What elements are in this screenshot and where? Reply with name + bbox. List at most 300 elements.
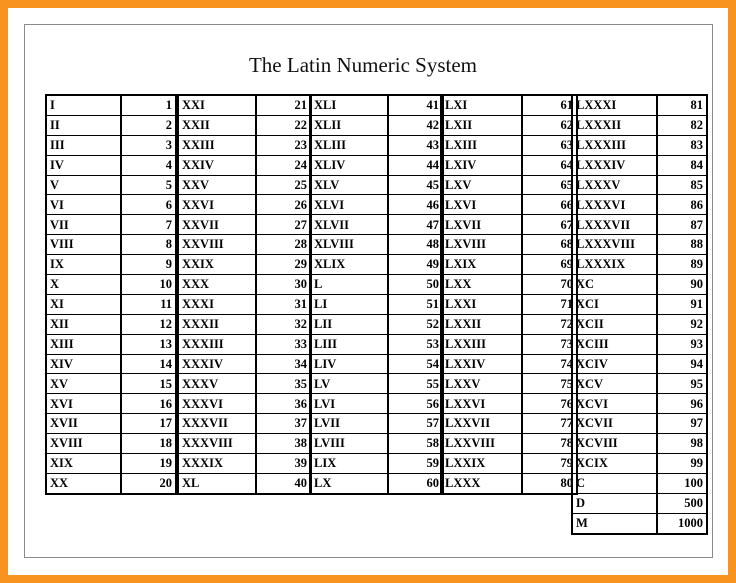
- arabic-value: 53: [388, 334, 443, 354]
- roman-numeral: II: [46, 115, 121, 135]
- arabic-value: 79: [522, 454, 577, 474]
- table-row: [572, 493, 707, 513]
- roman-numeral: LXXXV: [572, 175, 657, 195]
- roman-numeral: LVII: [310, 414, 388, 434]
- table-row: [572, 334, 707, 354]
- arabic-value: 1: [121, 95, 176, 115]
- roman-numeral: XXX: [178, 275, 256, 295]
- arabic-value: 50: [388, 275, 443, 295]
- table-row: [46, 314, 176, 334]
- roman-numeral: L: [310, 275, 388, 295]
- roman-numeral: LXXXI: [572, 95, 657, 115]
- roman-numeral: LXXVI: [441, 394, 522, 414]
- arabic-value: 37: [256, 414, 311, 434]
- table-row: [441, 394, 577, 414]
- arabic-value: 68: [522, 235, 577, 255]
- arabic-value: 66: [522, 195, 577, 215]
- arabic-value: 71: [522, 294, 577, 314]
- roman-numeral: LXVIII: [441, 235, 522, 255]
- table-row: [46, 175, 176, 195]
- numeral-table-1: [45, 94, 177, 495]
- arabic-value: 67: [522, 215, 577, 235]
- arabic-value: 24: [256, 155, 311, 175]
- table-row: [46, 95, 176, 115]
- table-row: [572, 473, 707, 493]
- arabic-value: 21: [256, 95, 311, 115]
- table-row: [441, 473, 577, 493]
- table-row: [46, 115, 176, 135]
- roman-numeral: XXVI: [178, 195, 256, 215]
- roman-numeral: LXXVIII: [441, 434, 522, 454]
- roman-numeral: XXXVI: [178, 394, 256, 414]
- roman-numeral: XLVII: [310, 215, 388, 235]
- roman-numeral: III: [46, 135, 121, 155]
- table-row: [46, 195, 176, 215]
- table-row: [310, 155, 443, 175]
- table-row: [310, 115, 443, 135]
- arabic-value: 69: [522, 255, 577, 275]
- table-row: [310, 195, 443, 215]
- arabic-value: 84: [657, 155, 707, 175]
- arabic-value: 33: [256, 334, 311, 354]
- table-row: [441, 374, 577, 394]
- roman-numeral: LXIX: [441, 255, 522, 275]
- table-row: [46, 215, 176, 235]
- table-row: [178, 235, 311, 255]
- table-row: [572, 414, 707, 434]
- roman-numeral: XI: [46, 294, 121, 314]
- arabic-value: 18: [121, 434, 176, 454]
- roman-numeral: LXX: [441, 275, 522, 295]
- arabic-value: 72: [522, 314, 577, 334]
- roman-numeral: XII: [46, 314, 121, 334]
- arabic-value: 36: [256, 394, 311, 414]
- roman-numeral: IX: [46, 255, 121, 275]
- roman-numeral: LXIV: [441, 155, 522, 175]
- roman-numeral: XCVI: [572, 394, 657, 414]
- table-row: [572, 454, 707, 474]
- arabic-value: 32: [256, 314, 311, 334]
- table-row: [572, 235, 707, 255]
- roman-numeral: XLIX: [310, 255, 388, 275]
- table-row: [572, 275, 707, 295]
- arabic-value: 9: [121, 255, 176, 275]
- table-row: [572, 434, 707, 454]
- arabic-value: 31: [256, 294, 311, 314]
- roman-numeral: XXXIII: [178, 334, 256, 354]
- roman-numeral: LXIII: [441, 135, 522, 155]
- arabic-value: 46: [388, 195, 443, 215]
- roman-numeral: LXI: [441, 95, 522, 115]
- table-row: [178, 215, 311, 235]
- table-row: [441, 434, 577, 454]
- arabic-value: 94: [657, 354, 707, 374]
- table-row: [441, 275, 577, 295]
- roman-numeral: C: [572, 473, 657, 493]
- arabic-value: 40: [256, 473, 311, 493]
- roman-numeral: XXVIII: [178, 235, 256, 255]
- arabic-value: 89: [657, 255, 707, 275]
- table-row: [46, 255, 176, 275]
- arabic-value: 49: [388, 255, 443, 275]
- arabic-value: 45: [388, 175, 443, 195]
- arabic-value: 44: [388, 155, 443, 175]
- table-row: [310, 235, 443, 255]
- table-row: [46, 294, 176, 314]
- roman-numeral: LXXVII: [441, 414, 522, 434]
- roman-numeral: LXXII: [441, 314, 522, 334]
- roman-numeral: LXVI: [441, 195, 522, 215]
- table-row: [572, 354, 707, 374]
- roman-numeral: M: [572, 513, 657, 533]
- table-row: [441, 255, 577, 275]
- table-row: [178, 195, 311, 215]
- arabic-value: 55: [388, 374, 443, 394]
- table-row: [441, 314, 577, 334]
- table-row: [572, 95, 707, 115]
- table-row: [178, 374, 311, 394]
- arabic-value: 87: [657, 215, 707, 235]
- arabic-value: 15: [121, 374, 176, 394]
- arabic-value: 96: [657, 394, 707, 414]
- table-row: [178, 95, 311, 115]
- table-row: [310, 334, 443, 354]
- table-row: [441, 135, 577, 155]
- arabic-value: 63: [522, 135, 577, 155]
- roman-numeral: LXXXII: [572, 115, 657, 135]
- roman-numeral: LXII: [441, 115, 522, 135]
- arabic-value: 11: [121, 294, 176, 314]
- table-row: [178, 414, 311, 434]
- table-row: [441, 235, 577, 255]
- table-row: [46, 235, 176, 255]
- arabic-value: 58: [388, 434, 443, 454]
- roman-numeral: XXV: [178, 175, 256, 195]
- arabic-value: 8: [121, 235, 176, 255]
- arabic-value: 82: [657, 115, 707, 135]
- table-row: [178, 135, 311, 155]
- roman-numeral: XCIX: [572, 454, 657, 474]
- roman-numeral: XLIII: [310, 135, 388, 155]
- table-row: [178, 255, 311, 275]
- arabic-value: 12: [121, 314, 176, 334]
- arabic-value: 41: [388, 95, 443, 115]
- table-row: [572, 215, 707, 235]
- roman-numeral: XXXV: [178, 374, 256, 394]
- roman-numeral: XXIV: [178, 155, 256, 175]
- table-row: [441, 215, 577, 235]
- arabic-value: 6: [121, 195, 176, 215]
- table-row: [441, 155, 577, 175]
- roman-numeral: I: [46, 95, 121, 115]
- table-row: [178, 354, 311, 374]
- roman-numeral: LXXIX: [441, 454, 522, 474]
- roman-numeral: IV: [46, 155, 121, 175]
- roman-numeral: LVIII: [310, 434, 388, 454]
- arabic-value: 60: [388, 473, 443, 493]
- roman-numeral: XCIII: [572, 334, 657, 354]
- arabic-value: 34: [256, 354, 311, 374]
- roman-numeral: XXII: [178, 115, 256, 135]
- roman-numeral: XIII: [46, 334, 121, 354]
- roman-numeral: XCII: [572, 314, 657, 334]
- table-row: [310, 414, 443, 434]
- arabic-value: 26: [256, 195, 311, 215]
- arabic-value: 38: [256, 434, 311, 454]
- table-row: [441, 294, 577, 314]
- roman-numeral: XVI: [46, 394, 121, 414]
- roman-numeral: XLI: [310, 95, 388, 115]
- arabic-value: 97: [657, 414, 707, 434]
- roman-numeral: LXXXIX: [572, 255, 657, 275]
- arabic-value: 59: [388, 454, 443, 474]
- roman-numeral: XLII: [310, 115, 388, 135]
- roman-numeral: XXXI: [178, 294, 256, 314]
- table-row: [310, 314, 443, 334]
- roman-numeral: XXXII: [178, 314, 256, 334]
- roman-numeral: LXXIII: [441, 334, 522, 354]
- numeral-table-3: [309, 94, 444, 495]
- roman-numeral: LVI: [310, 394, 388, 414]
- roman-numeral: XVII: [46, 414, 121, 434]
- arabic-value: 17: [121, 414, 176, 434]
- arabic-value: 70: [522, 275, 577, 295]
- table-row: [310, 255, 443, 275]
- table-row: [310, 175, 443, 195]
- arabic-value: 61: [522, 95, 577, 115]
- roman-numeral: LII: [310, 314, 388, 334]
- arabic-value: 28: [256, 235, 311, 255]
- arabic-value: 76: [522, 394, 577, 414]
- roman-numeral: XCV: [572, 374, 657, 394]
- table-row: [178, 294, 311, 314]
- table-row: [441, 334, 577, 354]
- arabic-value: 81: [657, 95, 707, 115]
- table-row: [310, 215, 443, 235]
- table-row: [46, 354, 176, 374]
- roman-numeral: XLV: [310, 175, 388, 195]
- roman-numeral: XXI: [178, 95, 256, 115]
- table-row: [441, 414, 577, 434]
- table-row: [572, 374, 707, 394]
- table-row: [178, 155, 311, 175]
- roman-numeral: XL: [178, 473, 256, 493]
- arabic-value: 5: [121, 175, 176, 195]
- arabic-value: 22: [256, 115, 311, 135]
- table-row: [572, 394, 707, 414]
- table-row: [46, 334, 176, 354]
- roman-numeral: XLVIII: [310, 235, 388, 255]
- arabic-value: 16: [121, 394, 176, 414]
- arabic-value: 48: [388, 235, 443, 255]
- table-row: [178, 394, 311, 414]
- arabic-value: 20: [121, 473, 176, 493]
- arabic-value: 13: [121, 334, 176, 354]
- table-row: [178, 175, 311, 195]
- roman-numeral: LXXXVIII: [572, 235, 657, 255]
- numeral-table-5: [571, 94, 708, 535]
- arabic-value: 52: [388, 314, 443, 334]
- arabic-value: 98: [657, 434, 707, 454]
- table-row: [46, 394, 176, 414]
- roman-numeral: D: [572, 493, 657, 513]
- arabic-value: 74: [522, 354, 577, 374]
- arabic-value: 10: [121, 275, 176, 295]
- roman-numeral: XCI: [572, 294, 657, 314]
- roman-numeral: XIV: [46, 354, 121, 374]
- arabic-value: 19: [121, 454, 176, 474]
- table-row: [46, 155, 176, 175]
- table-row: [178, 314, 311, 334]
- roman-numeral: LXXI: [441, 294, 522, 314]
- roman-numeral: XVIII: [46, 434, 121, 454]
- roman-numeral: X: [46, 275, 121, 295]
- arabic-value: 4: [121, 155, 176, 175]
- arabic-value: 90: [657, 275, 707, 295]
- table-row: [441, 175, 577, 195]
- table-row: [572, 135, 707, 155]
- arabic-value: 64: [522, 155, 577, 175]
- roman-numeral: LXXX: [441, 473, 522, 493]
- arabic-value: 1000: [657, 513, 707, 533]
- roman-numeral: XLIV: [310, 155, 388, 175]
- roman-numeral: XXXIX: [178, 454, 256, 474]
- table-row: [310, 95, 443, 115]
- table-row: [178, 473, 311, 493]
- table-row: [310, 354, 443, 374]
- roman-numeral: LXXXVII: [572, 215, 657, 235]
- arabic-value: 14: [121, 354, 176, 374]
- roman-numeral: LXVII: [441, 215, 522, 235]
- arabic-value: 62: [522, 115, 577, 135]
- arabic-value: 73: [522, 334, 577, 354]
- table-row: [572, 513, 707, 533]
- table-row: [310, 454, 443, 474]
- table-row: [441, 454, 577, 474]
- arabic-value: 57: [388, 414, 443, 434]
- roman-numeral: XXXVII: [178, 414, 256, 434]
- page-title: The Latin Numeric System: [248, 53, 478, 77]
- roman-numeral: V: [46, 175, 121, 195]
- arabic-value: 78: [522, 434, 577, 454]
- arabic-value: 500: [657, 493, 707, 513]
- roman-numeral: XV: [46, 374, 121, 394]
- arabic-value: 3: [121, 135, 176, 155]
- table-row: [572, 195, 707, 215]
- roman-numeral: XXIII: [178, 135, 256, 155]
- arabic-value: 75: [522, 374, 577, 394]
- table-row: [572, 314, 707, 334]
- table-row: [572, 115, 707, 135]
- arabic-value: 65: [522, 175, 577, 195]
- table-row: [178, 275, 311, 295]
- arabic-value: 42: [388, 115, 443, 135]
- table-row: [310, 135, 443, 155]
- roman-numeral: VII: [46, 215, 121, 235]
- table-row: [46, 135, 176, 155]
- arabic-value: 88: [657, 235, 707, 255]
- roman-numeral: LIII: [310, 334, 388, 354]
- roman-numeral: VI: [46, 195, 121, 215]
- arabic-value: 77: [522, 414, 577, 434]
- roman-numeral: VIII: [46, 235, 121, 255]
- roman-numeral: LXXIV: [441, 354, 522, 374]
- roman-numeral: LXXV: [441, 374, 522, 394]
- table-row: [441, 195, 577, 215]
- roman-numeral: XC: [572, 275, 657, 295]
- roman-numeral: XIX: [46, 454, 121, 474]
- table-row: [310, 294, 443, 314]
- table-row: [310, 394, 443, 414]
- arabic-value: 85: [657, 175, 707, 195]
- table-row: [572, 255, 707, 275]
- arabic-value: 80: [522, 473, 577, 493]
- table-row: [46, 414, 176, 434]
- arabic-value: 29: [256, 255, 311, 275]
- roman-numeral: LXXXIII: [572, 135, 657, 155]
- arabic-value: 83: [657, 135, 707, 155]
- table-row: [46, 434, 176, 454]
- arabic-value: 86: [657, 195, 707, 215]
- arabic-value: 91: [657, 294, 707, 314]
- arabic-value: 27: [256, 215, 311, 235]
- roman-numeral: XCVII: [572, 414, 657, 434]
- table-row: [178, 454, 311, 474]
- roman-numeral: XCVIII: [572, 434, 657, 454]
- table-row: [310, 434, 443, 454]
- numeral-table-2: [177, 94, 312, 495]
- roman-numeral: XXIX: [178, 255, 256, 275]
- arabic-value: 92: [657, 314, 707, 334]
- roman-numeral: LV: [310, 374, 388, 394]
- table-row: [310, 275, 443, 295]
- roman-numeral: XX: [46, 473, 121, 493]
- table-row: [310, 473, 443, 493]
- roman-numeral: XXXVIII: [178, 434, 256, 454]
- table-row: [178, 434, 311, 454]
- arabic-value: 2: [121, 115, 176, 135]
- table-row: [46, 473, 176, 493]
- table-row: [178, 115, 311, 135]
- roman-numeral: LXV: [441, 175, 522, 195]
- table-row: [178, 334, 311, 354]
- arabic-value: 99: [657, 454, 707, 474]
- document-page: [8, 8, 728, 575]
- table-row: [572, 175, 707, 195]
- roman-numeral: LXXXVI: [572, 195, 657, 215]
- roman-numeral: XCIV: [572, 354, 657, 374]
- table-row: [441, 95, 577, 115]
- table-row: [572, 294, 707, 314]
- arabic-value: 7: [121, 215, 176, 235]
- table-row: [46, 374, 176, 394]
- roman-numeral: XXVII: [178, 215, 256, 235]
- table-row: [310, 374, 443, 394]
- arabic-value: 23: [256, 135, 311, 155]
- roman-numeral: LI: [310, 294, 388, 314]
- arabic-value: 56: [388, 394, 443, 414]
- table-row: [46, 454, 176, 474]
- arabic-value: 54: [388, 354, 443, 374]
- arabic-value: 43: [388, 135, 443, 155]
- roman-numeral: LX: [310, 473, 388, 493]
- arabic-value: 93: [657, 334, 707, 354]
- table-row: [441, 354, 577, 374]
- arabic-value: 100: [657, 473, 707, 493]
- arabic-value: 30: [256, 275, 311, 295]
- numeral-table-4: [440, 94, 578, 495]
- roman-numeral: LIX: [310, 454, 388, 474]
